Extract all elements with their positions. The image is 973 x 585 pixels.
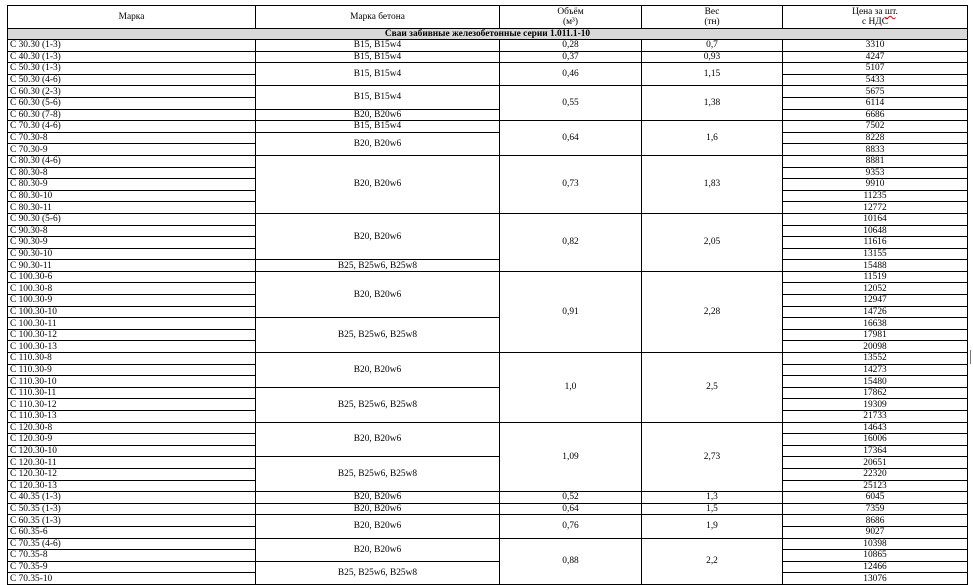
- cell-price[interactable]: 13076: [783, 573, 968, 585]
- cell-price[interactable]: 17364: [783, 445, 968, 457]
- cell-marka[interactable]: С 110.30-12: [8, 399, 256, 411]
- cell-concrete-grade[interactable]: B15, B15w4: [256, 40, 500, 52]
- cell-concrete-grade[interactable]: B25, B25w6, B25w8: [256, 457, 500, 492]
- table-row: [8, 492, 968, 504]
- cell-price[interactable]: 11616: [783, 237, 968, 249]
- cell-volume[interactable]: 1,0: [500, 353, 642, 423]
- cell-price[interactable]: 10648: [783, 225, 968, 237]
- header-price-pre: Цена за: [852, 7, 885, 17]
- cell-concrete-grade[interactable]: B25, B25w6, B25w8: [256, 561, 500, 584]
- table-row: [8, 387, 968, 399]
- cell-weight[interactable]: 2,28: [642, 271, 783, 352]
- cell-volume[interactable]: 0,82: [500, 213, 642, 271]
- cell-weight[interactable]: 1,38: [642, 86, 783, 121]
- cell-marka[interactable]: С 70.35-8: [8, 550, 256, 562]
- cell-marka[interactable]: С 80.30-10: [8, 190, 256, 202]
- cell-marka[interactable]: С 100.30-11: [8, 318, 256, 330]
- cell-price[interactable]: 6045: [783, 492, 968, 504]
- cell-weight[interactable]: 0,93: [642, 51, 783, 63]
- cell-concrete-grade[interactable]: B20, B20w6: [256, 422, 500, 457]
- cell-price[interactable]: 12772: [783, 202, 968, 214]
- cell-concrete-grade[interactable]: B20, B20w6: [256, 213, 500, 259]
- cell-marka[interactable]: С 60.30 (2-3): [8, 86, 256, 98]
- cell-price[interactable]: 5675: [783, 86, 968, 98]
- header-volume-unit: (м³): [563, 17, 578, 27]
- cell-marka[interactable]: С 50.30 (4-6): [8, 74, 256, 86]
- cell-price[interactable]: 11235: [783, 190, 968, 202]
- cell-marka[interactable]: С 70.30-9: [8, 144, 256, 156]
- cell-marka[interactable]: С 60.30 (7-8): [8, 109, 256, 121]
- header-price-vat: с НДС: [862, 17, 888, 27]
- cell-marka[interactable]: С 80.30-9: [8, 179, 256, 191]
- cell-volume[interactable]: 1,09: [500, 422, 642, 492]
- cell-concrete-grade[interactable]: B25, B25w6, B25w8: [256, 260, 500, 272]
- cell-weight[interactable]: 0,7: [642, 40, 783, 52]
- cell-marka[interactable]: С 30.30 (1-3): [8, 40, 256, 52]
- header-marka[interactable]: Марка: [8, 6, 256, 29]
- header-volume-label: Объём: [557, 7, 584, 17]
- cell-concrete-grade[interactable]: B15, B15w4: [256, 51, 500, 63]
- margin-marker: [970, 350, 971, 364]
- table-row: [8, 422, 968, 434]
- cell-concrete-grade[interactable]: B15, B15w4: [256, 63, 500, 86]
- cell-weight[interactable]: 1,9: [642, 515, 783, 538]
- cell-marka[interactable]: С 110.30-8: [8, 353, 256, 365]
- cell-price[interactable]: 8686: [783, 515, 968, 527]
- cell-marka[interactable]: С 80.30-8: [8, 167, 256, 179]
- table-row: [8, 353, 968, 365]
- cell-marka[interactable]: С 110.30-13: [8, 411, 256, 423]
- cell-weight[interactable]: 1,83: [642, 155, 783, 213]
- cell-concrete-grade[interactable]: B20, B20w6: [256, 132, 500, 155]
- table-row: [8, 260, 968, 272]
- cell-marka[interactable]: С 120.30-13: [8, 480, 256, 492]
- section-row: [8, 29, 968, 40]
- cell-marka[interactable]: С 70.30 (4-6): [8, 121, 256, 133]
- cell-volume[interactable]: 0,37: [500, 51, 642, 63]
- cell-price[interactable]: 15480: [783, 376, 968, 388]
- cell-marka[interactable]: С 60.35 (1-3): [8, 515, 256, 527]
- cell-marka[interactable]: С 110.30-10: [8, 376, 256, 388]
- cell-concrete-grade[interactable]: B25, B25w6, B25w8: [256, 318, 500, 353]
- table-row: [8, 503, 968, 515]
- cell-marka[interactable]: С 80.30-11: [8, 202, 256, 214]
- header-weight-unit: (тн): [704, 17, 720, 27]
- cell-concrete-grade[interactable]: B20, B20w6: [256, 492, 500, 504]
- table-row: [8, 51, 968, 63]
- cell-volume[interactable]: 0,28: [500, 40, 642, 52]
- cell-marka[interactable]: С 60.35-6: [8, 526, 256, 538]
- cell-price[interactable]: 4247: [783, 51, 968, 63]
- cell-price[interactable]: 10164: [783, 213, 968, 225]
- cell-concrete-grade[interactable]: B20, B20w6: [256, 271, 500, 317]
- cell-price[interactable]: 8833: [783, 144, 968, 156]
- cell-concrete-grade[interactable]: B25, B25w6, B25w8: [256, 387, 500, 422]
- table-row: [8, 86, 968, 98]
- cell-price[interactable]: 7359: [783, 503, 968, 515]
- cell-marka[interactable]: С 60.30 (5-6): [8, 97, 256, 109]
- cell-price[interactable]: 6686: [783, 109, 968, 121]
- cell-marka[interactable]: С 40.35 (1-3): [8, 492, 256, 504]
- cell-price[interactable]: 16638: [783, 318, 968, 330]
- cell-concrete-grade[interactable]: B20, B20w6: [256, 155, 500, 213]
- cell-price[interactable]: 9027: [783, 526, 968, 538]
- table-row: [8, 515, 968, 527]
- cell-volume[interactable]: 0,73: [500, 155, 642, 213]
- cell-volume[interactable]: 0,64: [500, 503, 642, 515]
- cell-price[interactable]: 17981: [783, 329, 968, 341]
- cell-price[interactable]: 6114: [783, 97, 968, 109]
- cell-marka[interactable]: С 120.30-8: [8, 422, 256, 434]
- cell-price[interactable]: 9353: [783, 167, 968, 179]
- table-row: [8, 318, 968, 330]
- cell-marka[interactable]: С 90.30-11: [8, 260, 256, 272]
- cell-price[interactable]: 5107: [783, 63, 968, 75]
- cell-weight[interactable]: 1,15: [642, 63, 783, 86]
- table-row: [8, 109, 968, 121]
- cell-price[interactable]: 16006: [783, 434, 968, 446]
- table-row: [8, 121, 968, 133]
- table-row: [8, 213, 968, 225]
- table-row: [8, 271, 968, 283]
- table-row: [8, 457, 968, 469]
- cell-marka[interactable]: С 100.30-9: [8, 295, 256, 307]
- cell-marka[interactable]: С 120.30-10: [8, 445, 256, 457]
- table-row: [8, 132, 968, 144]
- header-price-word: шт: [884, 7, 896, 17]
- cell-concrete-grade[interactable]: B15, B15w4: [256, 86, 500, 109]
- cell-marka[interactable]: С 100.30-8: [8, 283, 256, 295]
- cell-price[interactable]: 11519: [783, 271, 968, 283]
- cell-price[interactable]: 13155: [783, 248, 968, 260]
- cell-volume[interactable]: 0,46: [500, 63, 642, 86]
- cell-price[interactable]: 25123: [783, 480, 968, 492]
- cell-marka[interactable]: С 90.30-10: [8, 248, 256, 260]
- cell-concrete-grade[interactable]: B20, B20w6: [256, 515, 500, 538]
- cell-price[interactable]: 21733: [783, 411, 968, 423]
- table-row: [8, 538, 968, 550]
- cell-weight[interactable]: 1,5: [642, 503, 783, 515]
- cell-concrete-grade[interactable]: B20, B20w6: [256, 353, 500, 388]
- cell-marka[interactable]: С 110.30-9: [8, 364, 256, 376]
- cell-volume[interactable]: 0,76: [500, 515, 642, 538]
- cell-marka[interactable]: С 120.30-9: [8, 434, 256, 446]
- cell-marka[interactable]: С 90.30 (5-6): [8, 213, 256, 225]
- cell-marka[interactable]: С 120.30-12: [8, 468, 256, 480]
- cell-concrete-grade[interactable]: B20, B20w6: [256, 538, 500, 561]
- cell-weight[interactable]: 1,6: [642, 121, 783, 156]
- cell-price[interactable]: 3310: [783, 40, 968, 52]
- cell-marka[interactable]: С 90.30-8: [8, 225, 256, 237]
- header-volume[interactable]: [500, 6, 642, 29]
- table-row: [8, 561, 968, 573]
- cell-weight[interactable]: 2,2: [642, 538, 783, 584]
- cell-price[interactable]: 12052: [783, 283, 968, 295]
- cell-concrete-grade[interactable]: B20, B20w6: [256, 503, 500, 515]
- header-row: [8, 6, 968, 29]
- cell-marka[interactable]: С 100.30-12: [8, 329, 256, 341]
- cell-price[interactable]: 8881: [783, 155, 968, 167]
- cell-marka[interactable]: С 80.30 (4-6): [8, 155, 256, 167]
- cell-marka[interactable]: С 110.30-11: [8, 387, 256, 399]
- cell-price[interactable]: 8228: [783, 132, 968, 144]
- cell-price[interactable]: 13552: [783, 353, 968, 365]
- header-concrete-grade[interactable]: Марка бетона: [256, 6, 500, 29]
- section-title[interactable]: Сваи забивные железобетонные серии 1.011.1-10: [8, 29, 968, 40]
- cell-price[interactable]: 22320: [783, 468, 968, 480]
- header-price-post: .: [895, 7, 898, 17]
- cell-volume[interactable]: 0,88: [500, 538, 642, 584]
- cell-volume[interactable]: 0,91: [500, 271, 642, 352]
- cell-weight[interactable]: 2,05: [642, 213, 783, 271]
- cell-volume[interactable]: 0,64: [500, 121, 642, 156]
- cell-marka[interactable]: С 70.30-8: [8, 132, 256, 144]
- cell-marka[interactable]: С 40.30 (1-3): [8, 51, 256, 63]
- cell-price[interactable]: 17862: [783, 387, 968, 399]
- cell-marka[interactable]: С 70.35 (4-6): [8, 538, 256, 550]
- cell-price[interactable]: 19309: [783, 399, 968, 411]
- price-table: [7, 5, 968, 585]
- cell-marka[interactable]: С 70.35-10: [8, 573, 256, 585]
- cell-price[interactable]: 12947: [783, 295, 968, 307]
- cell-price[interactable]: 20651: [783, 457, 968, 469]
- cell-price[interactable]: 14726: [783, 306, 968, 318]
- cell-price[interactable]: 5433: [783, 74, 968, 86]
- cell-price[interactable]: 10398: [783, 538, 968, 550]
- cell-volume[interactable]: 0,55: [500, 86, 642, 121]
- cell-price[interactable]: 9910: [783, 179, 968, 191]
- cell-marka[interactable]: С 70.35-9: [8, 561, 256, 573]
- cell-marka[interactable]: С 100.30-6: [8, 271, 256, 283]
- cell-price[interactable]: 12466: [783, 561, 968, 573]
- header-weight[interactable]: [642, 6, 783, 29]
- cell-marka[interactable]: С 100.30-13: [8, 341, 256, 353]
- cell-marka[interactable]: С 120.30-11: [8, 457, 256, 469]
- cell-price[interactable]: 14643: [783, 422, 968, 434]
- cell-price[interactable]: 20098: [783, 341, 968, 353]
- cell-volume[interactable]: 0,52: [500, 492, 642, 504]
- cell-weight[interactable]: 1,3: [642, 492, 783, 504]
- cell-price[interactable]: 15488: [783, 260, 968, 272]
- table-row: [8, 63, 968, 75]
- header-price[interactable]: [783, 6, 968, 29]
- header-weight-label: Вес: [704, 7, 720, 17]
- table-row: [8, 40, 968, 52]
- cell-concrete-grade[interactable]: B20, B20w6: [256, 109, 500, 121]
- cell-price[interactable]: 14273: [783, 364, 968, 376]
- cell-concrete-grade[interactable]: B15, B15w4: [256, 121, 500, 133]
- cell-price[interactable]: 7502: [783, 121, 968, 133]
- cell-marka[interactable]: С 50.30 (1-3): [8, 63, 256, 75]
- cell-weight[interactable]: 2,73: [642, 422, 783, 492]
- table-row: [8, 155, 968, 167]
- cell-weight[interactable]: 2,5: [642, 353, 783, 423]
- cell-marka[interactable]: С 100.30-10: [8, 306, 256, 318]
- cell-price[interactable]: 10865: [783, 550, 968, 562]
- cell-marka[interactable]: С 90.30-9: [8, 237, 256, 249]
- cell-marka[interactable]: С 50.35 (1-3): [8, 503, 256, 515]
